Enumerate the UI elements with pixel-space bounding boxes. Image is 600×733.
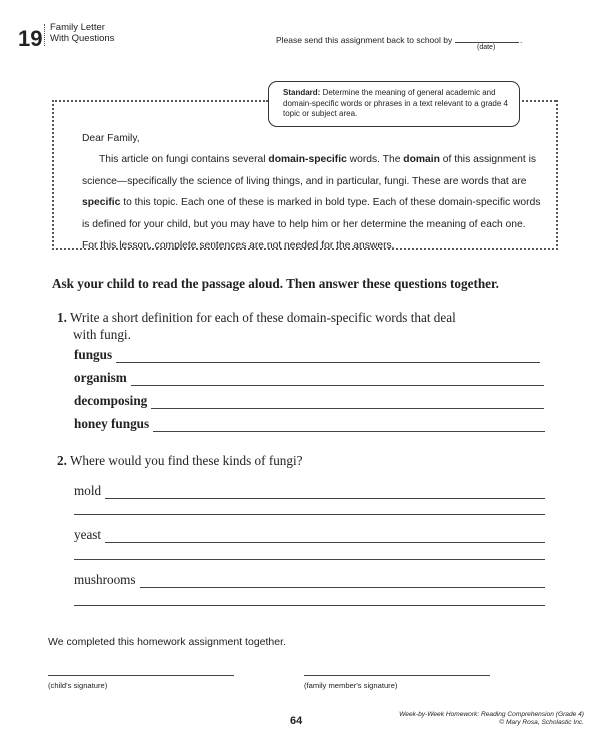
question-1 (57, 309, 517, 343)
answer-row-decomposing[interactable] (74, 393, 544, 409)
letter-text: of this assignment is science—specifically the science of living things, and in particular, fungi. These are words that are (82, 154, 537, 187)
family-signature-line[interactable] (304, 675, 490, 676)
family-signature-label: (family member's signature) (304, 681, 398, 690)
question-2 (57, 453, 303, 469)
child-signature-line[interactable] (48, 675, 234, 676)
standard-callout (268, 81, 520, 127)
lesson-title-line2: With Questions (50, 33, 115, 44)
letter-greeting: Dear Family, (82, 133, 140, 144)
answer-line[interactable] (153, 419, 545, 432)
term-label: honey fungus (74, 416, 150, 431)
answer-line[interactable] (74, 559, 545, 560)
term-label: fungus (74, 347, 113, 362)
bold-term: specific (82, 197, 121, 209)
question-text-cont: with fungi. (73, 327, 131, 342)
date-line[interactable] (455, 42, 519, 43)
date-label: (date) (477, 44, 496, 51)
answer-line[interactable] (140, 575, 545, 588)
lesson-title-line1: Family Letter (50, 22, 105, 33)
answer-line[interactable] (151, 396, 544, 409)
item-label: mushrooms (74, 572, 136, 587)
item-label: yeast (74, 527, 102, 542)
send-back-text: Please send this assignment back to school by (276, 35, 453, 45)
copyright-credit (399, 711, 584, 727)
bold-term: domain (403, 154, 440, 166)
answer-row-yeast[interactable] (74, 527, 545, 543)
letter-text: This article on fungi contains several (99, 154, 269, 166)
answer-line[interactable] (131, 373, 544, 386)
lesson-title (50, 22, 114, 44)
child-signature-label: (child's signature) (48, 681, 108, 690)
answer-line[interactable] (105, 486, 545, 499)
question-text: Write a short definition for each of these domain-specific words that deal (69, 310, 456, 325)
credit-line: © Mary Rosa, Scholastic Inc. (499, 719, 584, 726)
instruction-heading: Ask your child to read the passage aloud. Then answer these questions together. (52, 276, 499, 291)
question-number: 2. (57, 453, 67, 468)
answer-line[interactable] (74, 514, 545, 515)
answer-row-mold[interactable] (74, 483, 545, 499)
lesson-number: 19 (18, 26, 43, 51)
letter-box-top-border-right (522, 100, 556, 102)
header-divider (44, 24, 45, 46)
family-letter (82, 128, 542, 256)
standard-text: Determine the meaning of general academic and domain-specific words or phrases in a text relevant to a grade 4 topic or subject area. (283, 88, 509, 118)
bold-term: domain-specific (268, 154, 347, 166)
completion-statement: We completed this homework assignment together. (48, 636, 286, 648)
answer-line[interactable] (116, 350, 540, 363)
letter-body (82, 149, 542, 256)
term-label: organism (74, 370, 127, 385)
answer-row-fungus[interactable] (74, 347, 540, 363)
item-label: mold (74, 483, 102, 498)
letter-text: to this topic. Each one of these is marked in bold type. Each of these domain-specific words is defined for your child, but you may have to help him or her determine the meaning of each one. For this lesson, complete sentences are not needed for the answers. (82, 197, 541, 252)
answer-line[interactable] (105, 530, 545, 543)
term-label: decomposing (74, 393, 148, 408)
credit-line: Week-by-Week Homework: Reading Comprehension (Grade 4) (399, 711, 584, 718)
answer-row-organism[interactable] (74, 370, 544, 386)
question-text: Where would you find these kinds of fungi? (69, 453, 303, 468)
answer-row-honey-fungus[interactable] (74, 416, 545, 432)
letter-text: words. The (346, 154, 404, 166)
send-back-period: . (520, 35, 523, 45)
answer-line[interactable] (74, 605, 545, 606)
page-number: 64 (290, 715, 303, 727)
standard-label: Standard: (283, 88, 321, 97)
question-number: 1. (57, 310, 67, 325)
answer-row-mushrooms[interactable] (74, 572, 545, 588)
letter-box-top-border-left (52, 100, 268, 102)
